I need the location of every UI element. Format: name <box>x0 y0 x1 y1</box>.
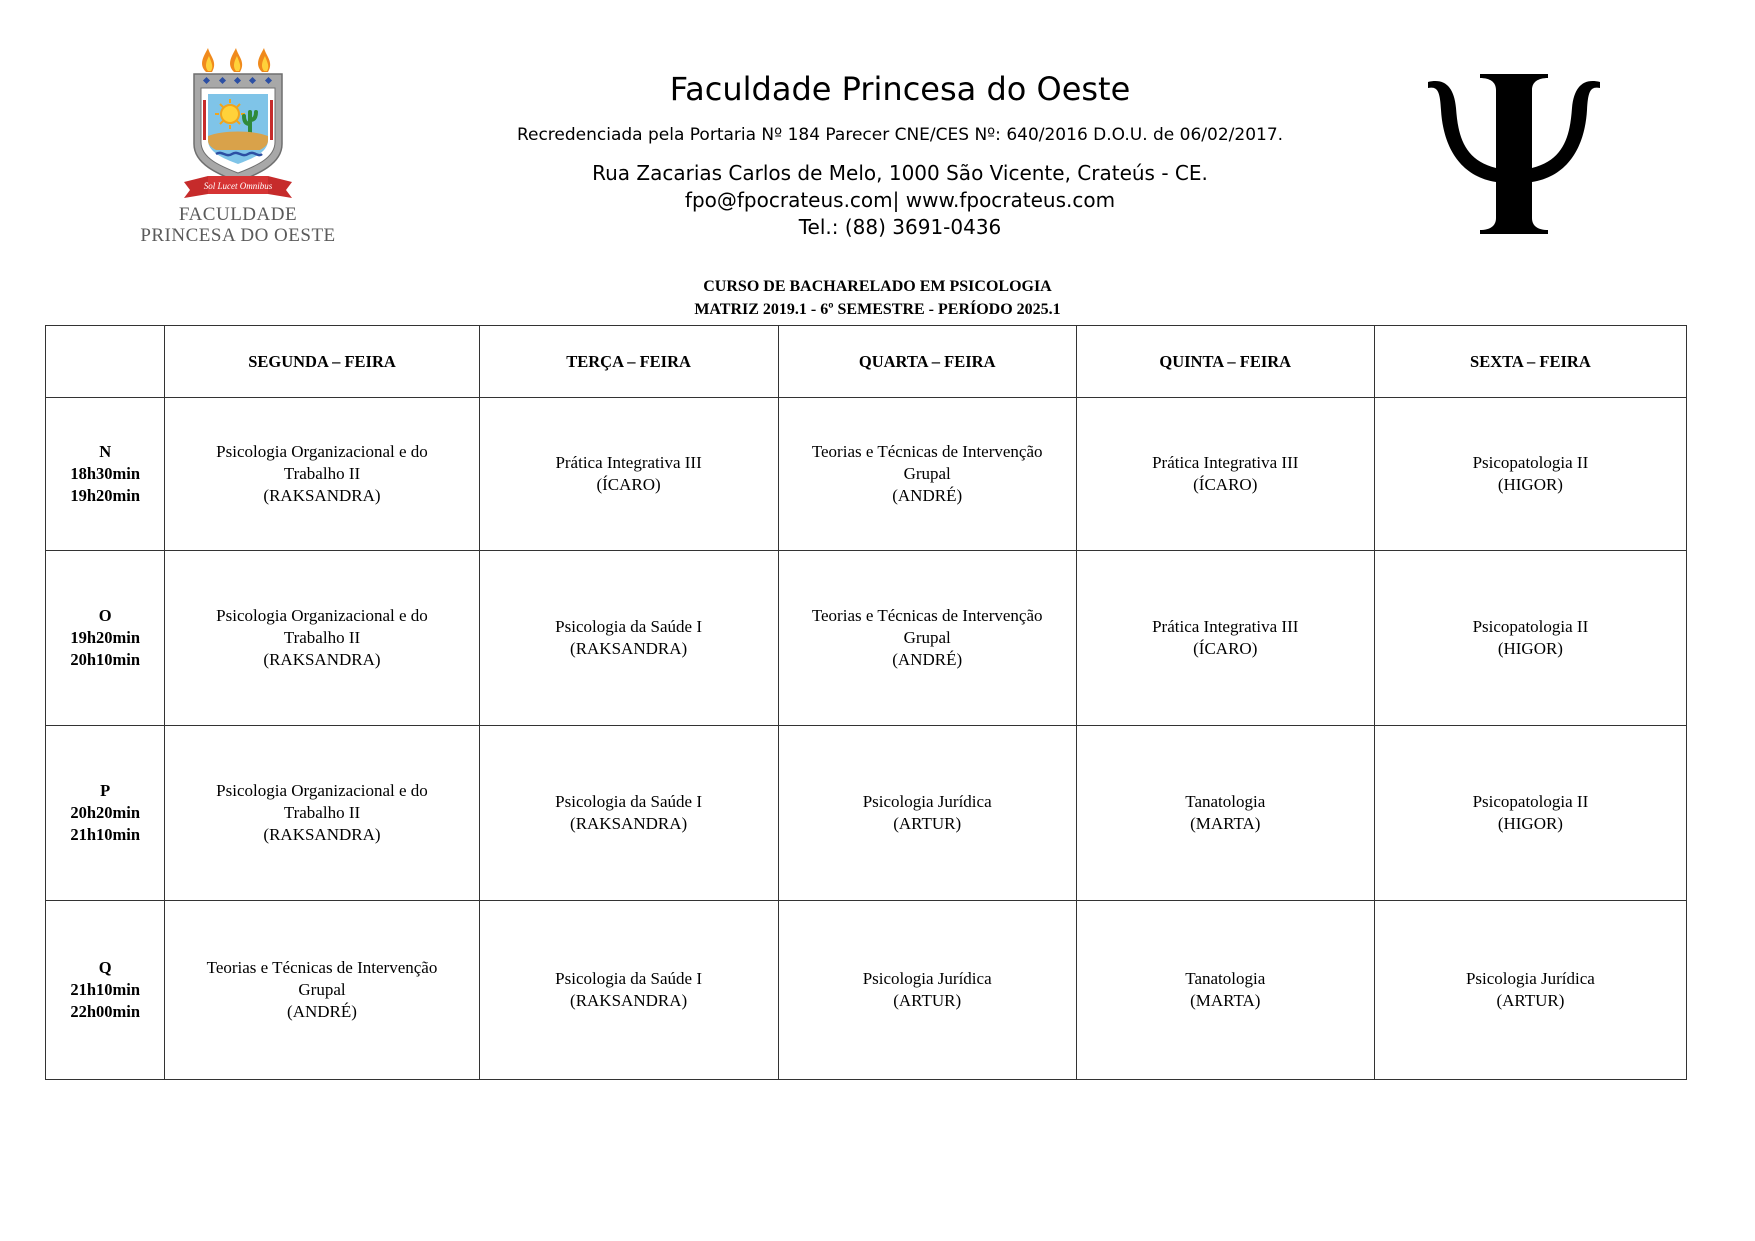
time-slot <box>46 551 165 726</box>
class-line: Psicologia Jurídica <box>1465 969 1595 988</box>
accreditation-text: Recredenciada pela Portaria Nº 184 Parecer CNE/CES Nº: 640/2016 D.O.U. de 06/02/2017. <box>516 125 1284 145</box>
class-teacher: (MARTA) <box>1190 814 1261 833</box>
class-cell <box>778 551 1076 726</box>
day-header: QUINTA – FEIRA <box>1076 326 1374 398</box>
class-teacher: (ÍCARO) <box>596 475 661 494</box>
class-teacher: (ÍCARO) <box>1193 639 1258 658</box>
day-header: SEXTA – FEIRA <box>1374 326 1686 398</box>
class-cell <box>1374 726 1686 901</box>
class-teacher: (HIGOR) <box>1497 814 1563 833</box>
slot-code: Q <box>98 958 112 977</box>
day-header: QUARTA – FEIRA <box>778 326 1076 398</box>
class-line: Teorias e Técnicas de Intervenção <box>811 606 1043 625</box>
flame-icon <box>202 48 270 72</box>
class-teacher: (HIGOR) <box>1497 475 1563 494</box>
slot-end: 21h10min <box>70 825 141 844</box>
class-teacher: (ARTUR) <box>893 991 962 1010</box>
class-teacher: (ANDRÉ) <box>892 650 963 669</box>
class-line: Grupal <box>903 628 951 647</box>
class-teacher: (ARTUR) <box>893 814 962 833</box>
class-cell <box>778 901 1076 1080</box>
class-cell <box>165 398 479 551</box>
time-slot <box>46 726 165 901</box>
class-line: Trabalho II <box>283 628 361 647</box>
class-line: Grupal <box>298 980 346 999</box>
slot-start: 21h10min <box>70 980 141 999</box>
class-line: Trabalho II <box>283 464 361 483</box>
psi-icon <box>1420 68 1610 238</box>
slot-start: 19h20min <box>70 628 141 647</box>
slot-code: P <box>100 781 111 800</box>
slot-code: O <box>98 606 112 625</box>
class-cell <box>1374 551 1686 726</box>
time-slot <box>46 901 165 1080</box>
slot-end: 20h10min <box>70 650 141 669</box>
class-line: Psicologia Organizacional e do <box>216 606 428 625</box>
table-row <box>46 398 1687 551</box>
class-teacher: (MARTA) <box>1190 991 1261 1010</box>
day-header: SEGUNDA – FEIRA <box>165 326 479 398</box>
slot-code: N <box>99 442 112 461</box>
class-line: Prática Integrativa III <box>1152 453 1299 472</box>
logo-line1: FACULDADE <box>178 204 298 225</box>
class-line: Psicopatologia II <box>1472 453 1589 472</box>
class-line: Tanatologia <box>1185 792 1266 811</box>
class-cell <box>1076 398 1374 551</box>
table-row <box>46 551 1687 726</box>
table-header-row <box>46 326 1687 398</box>
class-cell <box>1374 398 1686 551</box>
class-teacher: (ANDRÉ) <box>892 486 963 505</box>
class-cell <box>479 398 778 551</box>
slot-start: 18h30min <box>70 464 141 483</box>
class-line: Teorias e Técnicas de Intervenção <box>811 442 1043 461</box>
class-cell <box>778 726 1076 901</box>
class-line: Teorias e Técnicas de Intervenção <box>206 958 438 977</box>
class-cell <box>778 398 1076 551</box>
class-teacher: (ARTUR) <box>1496 991 1565 1010</box>
day-header: TERÇA – FEIRA <box>479 326 778 398</box>
class-teacher: (RAKSANDRA) <box>570 991 688 1010</box>
class-cell <box>165 726 479 901</box>
class-line: Psicopatologia II <box>1472 617 1589 636</box>
class-cell <box>165 551 479 726</box>
course-subtitle: MATRIZ 2019.1 - 6º SEMESTRE - PERÍODO 2025.1 <box>694 301 1061 318</box>
institution-name: Faculdade Princesa do Oeste <box>669 70 1131 108</box>
class-line: Psicologia da Saúde I <box>555 969 703 988</box>
class-teacher: (RAKSANDRA) <box>263 650 381 669</box>
slot-start: 20h20min <box>70 803 141 822</box>
class-cell <box>479 901 778 1080</box>
class-cell <box>479 551 778 726</box>
institution-logo <box>128 44 348 249</box>
logo-line2: PRINCESA DO OESTE <box>140 225 336 246</box>
table-row <box>46 726 1687 901</box>
class-teacher: (RAKSANDRA) <box>263 486 381 505</box>
institution-header <box>480 68 1320 241</box>
address-text: Rua Zacarias Carlos de Melo, 1000 São Vicente, Crateús - CE. <box>592 161 1208 185</box>
contact-text: fpo@fpocrateus.com| www.fpocrateus.com <box>684 188 1116 212</box>
class-line: Grupal <box>903 464 951 483</box>
schedule-table <box>45 325 1687 1080</box>
class-line: Psicologia da Saúde I <box>555 792 703 811</box>
class-line: Psicopatologia II <box>1472 792 1589 811</box>
class-line: Psicologia Organizacional e do <box>216 442 428 461</box>
slot-end: 22h00min <box>70 1002 141 1021</box>
class-teacher: (ÍCARO) <box>1193 475 1258 494</box>
class-teacher: (ANDRÉ) <box>287 1002 357 1021</box>
class-line: Tanatologia <box>1185 969 1266 988</box>
class-line: Psicologia Jurídica <box>862 792 992 811</box>
table-row <box>46 901 1687 1080</box>
phone-text: Tel.: (88) 3691-0436 <box>798 215 1002 239</box>
class-cell <box>1076 726 1374 901</box>
class-cell <box>479 726 778 901</box>
crest-icon <box>168 44 308 204</box>
class-line: Psicologia da Saúde I <box>555 617 703 636</box>
class-cell <box>165 901 479 1080</box>
logo-motto: Sol Lucet Omnibus <box>203 181 273 191</box>
class-line: Psicologia Organizacional e do <box>216 781 428 800</box>
class-cell <box>1076 901 1374 1080</box>
class-line: Prática Integrativa III <box>1152 617 1299 636</box>
class-teacher: (HIGOR) <box>1497 639 1563 658</box>
corner-cell <box>46 326 165 398</box>
slot-end: 19h20min <box>70 486 141 505</box>
psi-symbol <box>1420 68 1610 238</box>
class-teacher: (RAKSANDRA) <box>263 825 381 844</box>
class-line: Psicologia Jurídica <box>862 969 992 988</box>
time-slot <box>46 398 165 551</box>
class-teacher: (RAKSANDRA) <box>570 639 688 658</box>
logo-text <box>128 204 348 246</box>
class-line: Trabalho II <box>283 803 361 822</box>
course-title: CURSO DE BACHARELADO EM PSICOLOGIA <box>703 278 1052 295</box>
class-cell <box>1374 901 1686 1080</box>
class-teacher: (RAKSANDRA) <box>570 814 688 833</box>
class-cell <box>1076 551 1374 726</box>
class-line: Prática Integrativa III <box>555 453 702 472</box>
